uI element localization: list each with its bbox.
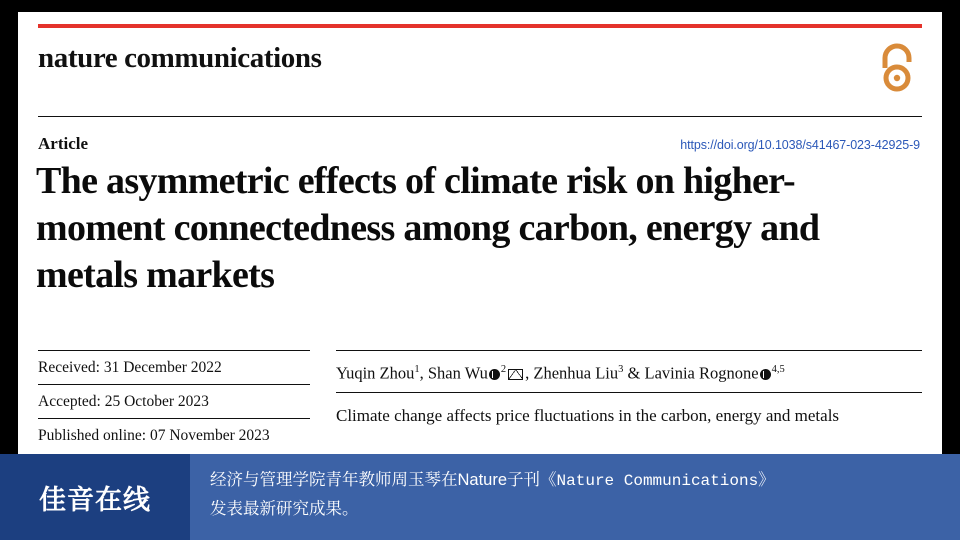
orcid-icon[interactable] [489,369,500,380]
orcid-icon[interactable] [760,369,771,380]
doi-link[interactable]: https://doi.org/10.1038/s41467-023-42925-9 [680,138,920,152]
article-type-label: Article [38,134,89,153]
banner-brand-label: 佳音在线 [39,484,151,515]
received-date: Received: 31 December 2022 [38,359,222,376]
abstract-text: Climate change affects price fluctuations in the carbon, energy and metals [336,405,840,425]
author-name[interactable]: Zhenhua Liu [533,363,619,383]
author-affiliation-marker: 1 [414,364,420,375]
open-access-icon [874,42,920,92]
page-title: The asymmetric effects of climate risk on higher-moment connectedness among carbon, energy and metals markets [36,160,820,296]
journal-article-page [18,12,942,528]
author-separator: , [419,363,428,383]
published-date: Published online: 07 November 2023 [38,427,270,444]
accepted-date: Accepted: 25 October 2023 [38,393,209,410]
banner-caption [210,466,940,523]
author-separator: & [623,363,645,383]
banner-line1-suffix: 》 [758,471,775,489]
email-icon[interactable] [508,369,523,380]
article-history [38,350,310,452]
banner-line2: 发表最新研究成果。 [210,500,359,518]
journal-masthead: nature communications [38,42,322,74]
author-affiliation-marker: 4,5 [771,364,785,375]
author-name[interactable]: Yuqin Zhou [336,363,415,383]
authors-and-abstract [336,350,922,429]
banner-brand-block [0,454,190,540]
author-affiliation-marker: 2 [500,364,507,375]
author-name[interactable]: Shan Wu [427,363,488,383]
author-name[interactable]: Lavinia Rognone [644,363,759,383]
banner-journal-name: Nature Communications [556,472,759,490]
author-separator: , [525,363,534,383]
header-divider [38,116,922,117]
overlay-banner [0,454,960,540]
author-list [336,351,922,392]
brand-rule [38,24,922,28]
banner-line1-prefix: 经济与管理学院青年教师周玉琴在Nature子刊《 [210,471,557,489]
author-affiliation-marker: 3 [618,364,624,375]
